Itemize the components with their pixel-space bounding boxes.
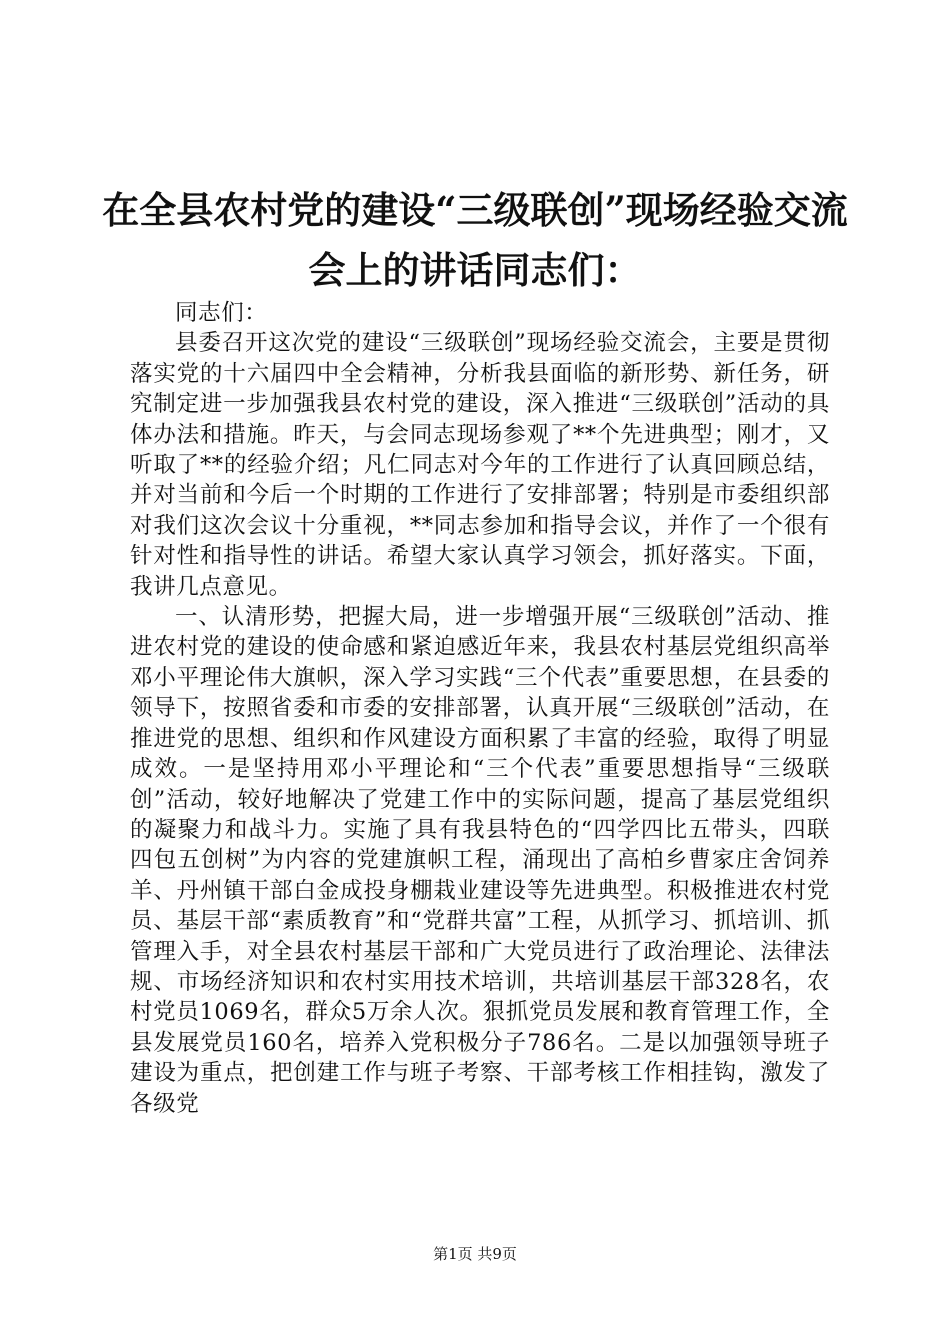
document-body (130, 298, 830, 1178)
intro-paragraph: 县委召开这次党的建设“三级联创”现场经验交流会，主要是贯彻落实党的十六届四中全会精神，分析我县面临的新形势、新任务，研究制定进一步加强我县农村党的建设，深入推进“三级联创”活动的具体办法和措施。昨天，与会同志现场参观了**个先进典型；刚才，又听取了**的经验介绍；凡仁同志对今年的工作进行了认真回顾总结，并对当前和今后一个时期的工作进行了安排部署；特别是市委组织部对我们这次会议十分重视，**同志参加和指导会议，并作了一个很有针对性和指导性的讲话。希望大家认真学习领会，抓好落实。下面，我讲几点意见。 (130, 330, 830, 600)
document-title: 在全县农村党的建设“三级联创”现场经验交流会上的讲话同志们： (102, 188, 848, 292)
salutation-paragraph: 同志们： (175, 300, 268, 326)
section-one-paragraph: 一、认清形势，把握大局，进一步增强开展“三级联创”活动、推进农村党的建设的使命感和紧迫感近年来，我县农村基层党组织高举邓小平理论伟大旗帜，深入学习实践“三个代表”重要思想，在县委的领导下，按照省委和市委的安排部署，认真开展“三级联创”活动，在推进党的思想、组织和作风建设方面积累了丰富的经验，取得了明显成效。一是坚持用邓小平理论和“三个代表”重要思想指导“三级联创”活动，较好地解决了党建工作中的实际问题，提高了基层党组织的凝聚力和战斗力。实施了具有我县特色的“四学四比五带头，四联四包五创树”为内容的党建旗帜工程，涌现出了高柏乡曹家庄舍饲养羊、丹州镇干部白金成投身棚栽业建设等先进典型。积极推进农村党员、基层干部“素质教育”和“党群共富”工程，从抓学习、抓培训、抓管理入手，对全县农村基层干部和广大党员进行了政治理论、法律法规、市场经济知识和农村实用技术培训，共培训基层干部328名，农村党员1069名，群众5万余人次。狠抓党员发展和教育管理工作，全县发展党员160名，培养入党积极分子786名。二是以加强领导班子建设为重点，把创建工作与班子考察、干部考核工作相挂钩，激发了各级党 (130, 604, 830, 1117)
page-footer: 第1页 共9页 (433, 1245, 517, 1263)
